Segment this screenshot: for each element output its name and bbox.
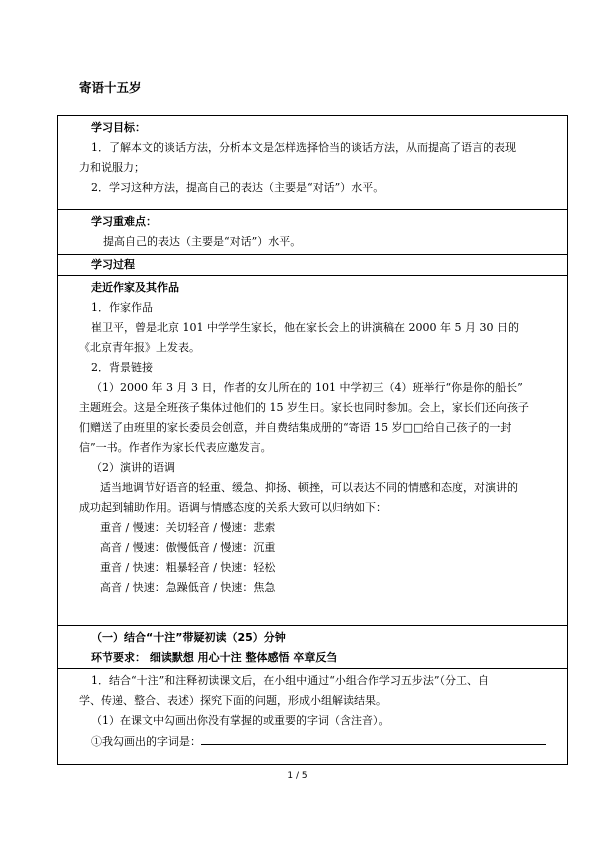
section1-heading: （一）结合“十注”带疑初读（25）分钟 (91, 631, 286, 644)
tone-line: 高音 / 快速：急躁低音 / 快速：焦急 (100, 581, 276, 594)
section1-requirement: 环节要求： 细读默想 用心十注 整体感悟 卒章反刍 (91, 651, 338, 664)
difficulty-heading: 学习重难点： (91, 215, 157, 228)
author-sub2: 2．背景链接 (91, 361, 153, 374)
tone-line: 重音 / 快速：粗暴轻音 / 快速：轻松 (100, 561, 276, 574)
author-sub2-text-b: 主题班会。这是全班孩子集体过他们的 15 岁生日。家长也同时参加。会上，家长们还向孩子 (79, 401, 529, 414)
author-sub3: （2）演讲的语调 (91, 461, 175, 474)
tone-line: 高音 / 慢速：傲慢低音 / 慢速：沉重 (100, 541, 276, 554)
document-title: 寄语十五岁 (79, 80, 142, 95)
tone-line: 重音 / 慢速：关切轻音 / 慢速：悲索 (100, 521, 276, 534)
task-text-b: 学、传递、整合、表述）探究下面的问题，形成小组解读结果。 (79, 694, 387, 707)
author-sub2-text-c: 们赠送了由班里的家长委员会创意，并自费结集成册的“寄语 15 岁□□给自己孩子的一封 (79, 421, 512, 434)
objective-2: 2．学习这种方法，提高自己的表达（主要是“对话”）水平。 (91, 181, 385, 194)
author-sub1: 1．作家作品 (91, 301, 153, 314)
author-sub2-text-a: （1）2000 年 3 月 3 日，作者的女儿所在的 101 中学初三（4）班举行“你是你的船长” (91, 381, 523, 394)
author-row (58, 276, 568, 626)
objectives-row (58, 116, 568, 210)
difficulty-row (58, 210, 568, 255)
objective-1a: 1．了解本文的谈话方法，分析本文是怎样选择恰当的谈话方法，从而提高了语言的表现 (91, 141, 516, 154)
author-heading: 走近作家及其作品 (91, 281, 179, 294)
difficulty-text: 提高自己的表达（主要是“对话”）水平。 (103, 235, 302, 248)
task-text-a: 1．结合“十注”和注释初读课文后，在小组中通过“小组合作学习五步法”（分工、自 (91, 674, 489, 687)
process-heading: 学习过程 (91, 258, 135, 271)
task-row (58, 669, 568, 765)
author-sub3-text-a: 适当地调节好语音的轻重、缓急、抑扬、顿挫，可以表达不同的情感和态度，对演讲的 (100, 481, 518, 494)
author-sub1-text-b: 《北京青年报》上发表。 (79, 341, 200, 354)
author-sub1-text-a: 崔卫平，曾是北京 101 中学学生家长，他在家长会上的讲演稿在 2000 年 5 月 30 日的 (91, 321, 519, 334)
author-sub2-text-d: 信”一书。作者作为家长代表应邀发言。 (79, 441, 272, 454)
author-sub3-text-b: 成功起到辅助作用。语调与情感态度的关系大致可以归纳如下： (79, 501, 387, 514)
section1-row (58, 626, 568, 669)
task-q1-answer (79, 731, 546, 751)
task-q1-answer-label: ①我勾画出的字词是： (91, 735, 201, 748)
study-table (57, 115, 568, 765)
page-number: 1 / 5 (287, 771, 308, 781)
answer-blank-line[interactable] (201, 731, 546, 745)
task-q1: （1）在课文中勾画出你没有掌握的或重要的字词（含注音）。 (91, 714, 390, 727)
objectives-heading: 学习目标： (91, 121, 146, 134)
process-row (58, 255, 568, 276)
objective-1b: 力和说服力； (79, 161, 145, 174)
